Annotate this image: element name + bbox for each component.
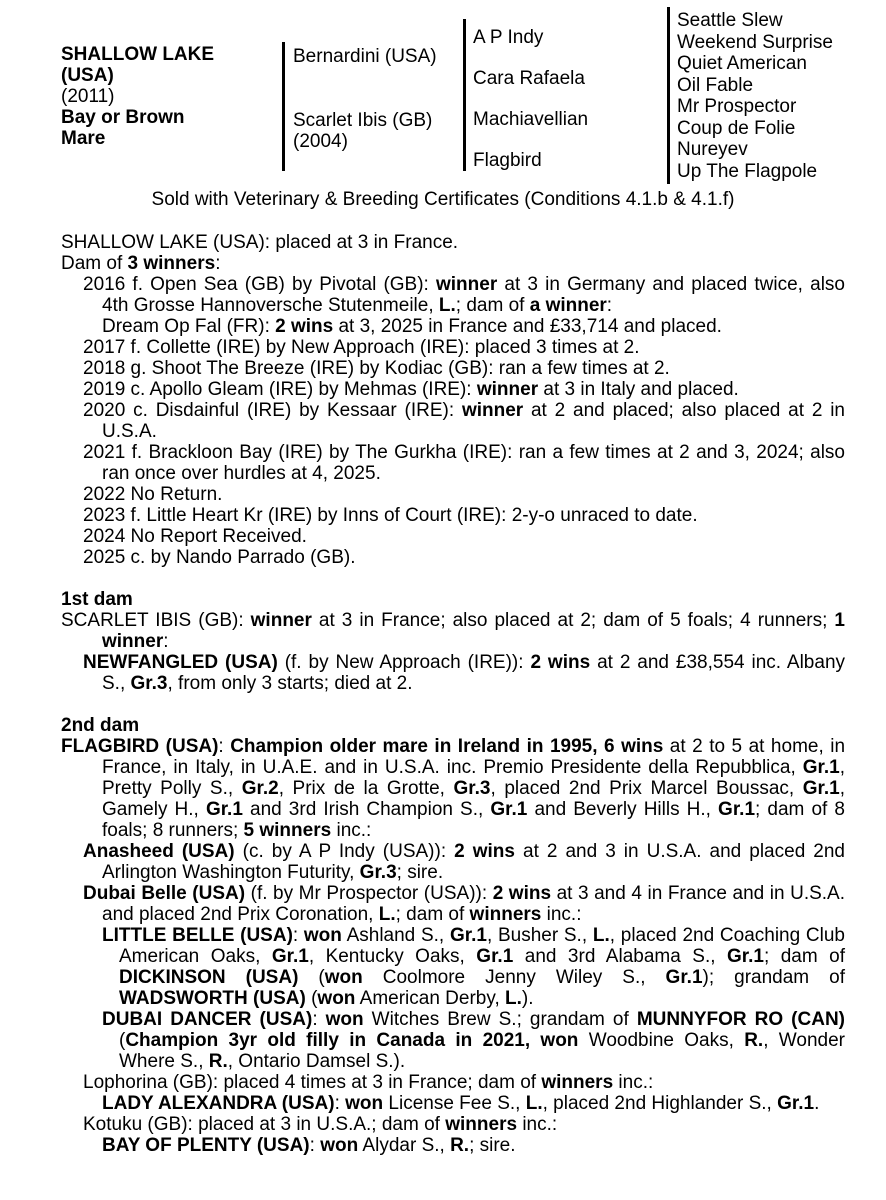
body-text-run: 2024 No Report Received.: [83, 526, 307, 547]
emphasized-text: 2 wins: [492, 883, 552, 904]
emphasized-text: R.: [744, 1030, 764, 1051]
emphasized-text: L.: [592, 925, 610, 946]
dam-foaling-year: (2004): [293, 131, 348, 152]
body-text-run: (f. by New Approach (IRE)):: [277, 652, 531, 673]
body-text-run: (f. by Mr Prospector (USA)):: [245, 883, 493, 904]
subject-foaling-year: (2011): [61, 86, 115, 107]
great-grandparent-name: Seattle Slew: [677, 10, 783, 31]
body-text-run: Dam of: [61, 253, 128, 274]
pedigree-entry: [61, 253, 845, 274]
body-text-run: :: [606, 295, 613, 316]
body-text-run: 2018 g. Shoot The Breeze (IRE) by Kodiac (GB): ran a few times at 2.: [83, 358, 670, 379]
body-text-run: , from only 3 starts; died at 2.: [167, 673, 413, 694]
body-text-run: inc.:: [517, 1114, 558, 1135]
subject-cell: [61, 44, 236, 149]
dam-name: Scarlet Ibis (GB): [293, 110, 433, 131]
emphasized-text: Gr.2: [241, 778, 279, 799]
emphasized-text: Gr.1: [476, 946, 514, 967]
emphasized-text: DUBAI DANCER (USA): [102, 1009, 313, 1030]
body-text-run: 2022 No Return.: [83, 484, 223, 505]
emphasized-text: won: [303, 925, 342, 946]
pedigree-entry: [61, 358, 845, 379]
great-grandparents-column: [677, 10, 833, 182]
emphasized-text: WADSWORTH (USA): [119, 988, 306, 1009]
body-text-run: ; dam of: [395, 904, 470, 925]
emphasized-text: 2 wins: [275, 316, 334, 337]
emphasized-text: Gr.3: [130, 673, 168, 694]
great-grandparent-name: Quiet American: [677, 53, 807, 74]
body-text-run: ); grandam of: [702, 967, 845, 988]
body-text-run: ; sire.: [396, 862, 444, 883]
emphasized-text: Gr.3: [359, 862, 397, 883]
body-text-run: inc.:: [613, 1072, 654, 1093]
body-text-run: , Ontario Damsel S.).: [227, 1051, 406, 1072]
sire-name: Bernardini (USA): [293, 46, 437, 67]
great-grandparent-name: Coup de Folie: [677, 117, 796, 139]
body-text-run: inc.:: [541, 904, 582, 925]
body-text-run: (: [119, 1030, 126, 1051]
great-grandparent-name: Up The Flagpole: [677, 160, 818, 182]
body-text-run: and Beverly Hills H.,: [527, 799, 719, 820]
emphasized-text: Gr.1: [726, 946, 764, 967]
emphasized-text: MUNNYFOR RO (CAN): [636, 1009, 846, 1030]
emphasized-text: Gr.1: [777, 1093, 815, 1114]
great-grandparent-name: Mr Prospector: [677, 96, 797, 117]
grandparents-column: [473, 27, 588, 191]
body-text-run: Coolmore Jenny Wiley S.,: [362, 967, 666, 988]
pedigree-table: [0, 0, 886, 188]
body-text-run: Ashland S.,: [341, 925, 450, 946]
emphasized-text: won: [324, 967, 363, 988]
body-text-run: 2021 f. Brackloon Bay (IRE) by The Gurkha (IRE): ran a few times at 2 and 3, 2024; also ran once over hurdles at 4, 2025.: [83, 442, 845, 484]
grandparent-name: Flagbird: [473, 150, 542, 171]
pedigree-entry: [61, 379, 845, 400]
body-text-run: :: [218, 736, 231, 757]
body-text-run: (: [305, 988, 318, 1009]
dam-cell: [293, 110, 432, 152]
emphasized-text: won: [320, 1135, 359, 1156]
emphasized-text: won: [325, 1009, 364, 1030]
emphasized-text: winner: [250, 610, 312, 631]
body-text-run: :: [312, 1009, 326, 1030]
emphasized-text: L.: [438, 295, 456, 316]
pedigree-entry: [61, 736, 845, 841]
emphasized-text: Gr.1: [802, 757, 840, 778]
emphasized-text: R.: [208, 1051, 228, 1072]
emphasized-text: R.: [450, 1135, 470, 1156]
body-text-run: 2019 c. Apollo Gleam (IRE) by Mehmas (IRE):: [83, 379, 477, 400]
body-text-run: :: [334, 1093, 346, 1114]
body-text-run: (c. by A P Indy (USA)):: [234, 841, 455, 862]
body-text-run: at 3 and 4 in France and in U.S.A. and placed 2nd Prix Coronation,: [102, 883, 845, 925]
great-grandparent-name: Nureyev: [677, 139, 748, 160]
body-text-run: :: [163, 631, 169, 652]
body-text-run: :: [309, 1135, 321, 1156]
pedigree-entry: [61, 316, 845, 337]
body-text-run: , Prix de la Grotte,: [278, 778, 454, 799]
emphasized-text: Champion older mare in Ireland in 1995, 6 wins: [230, 736, 664, 757]
body-text-run: at 3 in France; also placed at 2; dam of 5 foals; 4 runners;: [311, 610, 835, 631]
emphasized-text: a winner: [529, 295, 607, 316]
pedigree-entry: [61, 442, 845, 484]
body-text-run: (: [298, 967, 325, 988]
body-text-run: ).: [521, 988, 534, 1009]
pedigree-entry: [61, 1093, 845, 1114]
dam-section-heading: 2nd dam: [61, 715, 140, 736]
body-text-run: .: [814, 1093, 820, 1114]
pedigree-entry: [61, 232, 845, 253]
body-text-run: :: [292, 925, 304, 946]
body-text-run: Witches Brew S.; grandam of: [363, 1009, 637, 1030]
body-text-run: ; dam of: [455, 295, 530, 316]
pedigree-entry: [61, 1072, 845, 1093]
pedigree-entry: [61, 547, 845, 568]
body-text-run: , Wonder Where S.,: [119, 1030, 845, 1072]
subject-name: SHALLOW LAKE (USA): [61, 44, 215, 86]
body-text-run: Lophorina (GB): placed 4 times at 3 in France; dam of: [83, 1072, 542, 1093]
emphasized-text: LADY ALEXANDRA (USA): [102, 1093, 335, 1114]
body-text-run: at 2 and £38,554 inc. Albany S.,: [102, 652, 846, 694]
emphasized-text: Gr.1: [271, 946, 309, 967]
body-text-run: at 3, 2025 in France and £33,714 and placed.: [333, 316, 722, 337]
emphasized-text: Gr.1: [665, 967, 703, 988]
body-text-run: :: [215, 253, 221, 274]
emphasized-text: LITTLE BELLE (USA): [102, 925, 293, 946]
pedigree-entry: [61, 400, 845, 442]
body-text-run: , placed 2nd Coaching Club American Oaks,: [119, 925, 846, 967]
emphasized-text: winner: [461, 400, 524, 421]
emphasized-text: FLAGBIRD (USA): [61, 736, 219, 757]
body-text-run: ; dam of: [763, 946, 845, 967]
emphasized-text: Gr.3: [453, 778, 491, 799]
body-text-run: SHALLOW LAKE (USA): placed at 3 in France.: [61, 232, 459, 253]
emphasized-text: 5 winners: [243, 820, 332, 841]
emphasized-text: 2 wins: [454, 841, 515, 862]
body-text-run: , Gamely H.,: [102, 778, 845, 820]
emphasized-text: Champion 3yr old filly in Canada in 2021, won: [125, 1030, 579, 1051]
column-divider-1: [282, 42, 285, 171]
emphasized-text: Anasheed (USA): [83, 841, 235, 862]
emphasized-text: won: [345, 1093, 384, 1114]
pedigree-entry: [61, 1135, 845, 1156]
pedigree-entry: [61, 841, 845, 883]
emphasized-text: winners: [469, 904, 542, 925]
grandparent-name: Cara Rafaela: [473, 68, 585, 89]
pedigree-entry: [61, 505, 845, 526]
emphasized-text: won: [317, 988, 356, 1009]
emphasized-text: winners: [541, 1072, 614, 1093]
emphasized-text: L.: [505, 988, 522, 1009]
pedigree-entry: [61, 337, 845, 358]
body-text-run: , Busher S.,: [486, 925, 593, 946]
great-grandparent-name: Oil Fable: [677, 74, 754, 96]
column-divider-3: [667, 7, 670, 184]
body-text-run: 2017 f. Collette (IRE) by New Approach (IRE): placed 3 times at 2.: [83, 337, 640, 358]
body-text-run: inc.:: [331, 820, 372, 841]
pedigree-entry: [61, 925, 845, 1009]
body-text-run: 2023 f. Little Heart Kr (IRE) by Inns of Court (IRE): 2-y-o unraced to date.: [83, 505, 698, 526]
emphasized-text: Gr.1: [718, 799, 756, 820]
body-text-run: at 3 in Germany and placed twice, also 4th Grosse Hannoversche Stutenmeile,: [102, 274, 845, 316]
emphasized-text: Gr.1: [449, 925, 487, 946]
conditions-line: Sold with Veterinary & Breeding Certificates (Conditions 4.1.b & 4.1.f): [151, 189, 735, 210]
body-text-run: SCARLET IBIS (GB):: [61, 610, 251, 631]
body-text-run: and 3rd Alabama S.,: [513, 946, 727, 967]
emphasized-text: winners: [445, 1114, 518, 1135]
body-text-run: 2016 f. Open Sea (GB) by Pivotal (GB):: [83, 274, 436, 295]
body-text-run: Woodbine Oaks,: [578, 1030, 745, 1051]
body-text-run: , Pretty Polly S.,: [102, 757, 845, 799]
emphasized-text: NEWFANGLED (USA): [83, 652, 278, 673]
pedigree-entry: [61, 1114, 845, 1135]
emphasized-text: 3 winners: [127, 253, 216, 274]
body-text-run: ; sire.: [469, 1135, 516, 1156]
pedigree-entry: [61, 652, 845, 694]
emphasized-text: DICKINSON (USA): [119, 967, 299, 988]
emphasized-text: Gr.1: [490, 799, 528, 820]
subject-description: Bay or Brown Mare: [61, 107, 185, 149]
body-text-run: 2025 c. by Nando Parrado (GB).: [83, 547, 356, 568]
body-text-run: , Kentucky Oaks,: [308, 946, 477, 967]
pedigree-entry: [61, 484, 845, 505]
body-text-run: at 3 in Italy and placed.: [538, 379, 739, 400]
pedigree-text: [61, 232, 845, 1156]
pedigree-entry: [61, 883, 845, 925]
body-text-run: 2020 c. Disdainful (IRE) by Kessaar (IRE):: [83, 400, 462, 421]
dam-section-heading: 1st dam: [61, 589, 133, 610]
body-text-run: and 3rd Irish Champion S.,: [242, 799, 491, 820]
emphasized-text: BAY OF PLENTY (USA): [102, 1135, 310, 1156]
emphasized-text: 2 wins: [530, 652, 591, 673]
body-text-run: American Derby,: [355, 988, 506, 1009]
great-grandparent-name: Weekend Surprise: [677, 31, 833, 53]
body-text-run: , placed 2nd Highlander S.,: [542, 1093, 778, 1114]
pedigree-entry: [61, 1009, 845, 1072]
emphasized-text: L.: [378, 904, 396, 925]
body-text-run: Dream Op Fal (FR):: [102, 316, 276, 337]
pedigree-entry: [61, 274, 845, 316]
pedigree-entry: [61, 610, 845, 652]
body-text-run: at 2 and 3 in U.S.A. and placed 2nd Arlington Washington Futurity,: [102, 841, 845, 883]
body-text-run: License Fee S.,: [383, 1093, 526, 1114]
body-text-run: Alydar S.,: [358, 1135, 451, 1156]
emphasized-text: winner: [436, 274, 498, 295]
emphasized-text: Dubai Belle (USA): [83, 883, 246, 904]
emphasized-text: Gr.1: [802, 778, 840, 799]
column-divider-2: [463, 19, 466, 171]
body-text-run: at 2 to 5 at home, in France, in Italy, in U.A.E. and in U.S.A. inc. Premio Presidente della Repubblica,: [102, 736, 846, 778]
body-text-run: , placed 2nd Prix Marcel Boussac,: [490, 778, 803, 799]
emphasized-text: Gr.1: [205, 799, 243, 820]
pedigree-entry: [61, 526, 845, 547]
emphasized-text: winner: [476, 379, 539, 400]
grandparent-name: A P Indy: [473, 27, 544, 48]
grandparent-name: Machiavellian: [473, 109, 589, 130]
emphasized-text: L.: [525, 1093, 543, 1114]
emphasized-text: 1 winner: [102, 610, 845, 652]
body-text-run: at 2 and placed; also placed at 2 in U.S.A.: [102, 400, 845, 442]
body-text-run: ; dam of 8 foals; 8 runners;: [102, 799, 845, 841]
body-text-run: Kotuku (GB): placed at 3 in U.S.A.; dam of: [83, 1114, 446, 1135]
